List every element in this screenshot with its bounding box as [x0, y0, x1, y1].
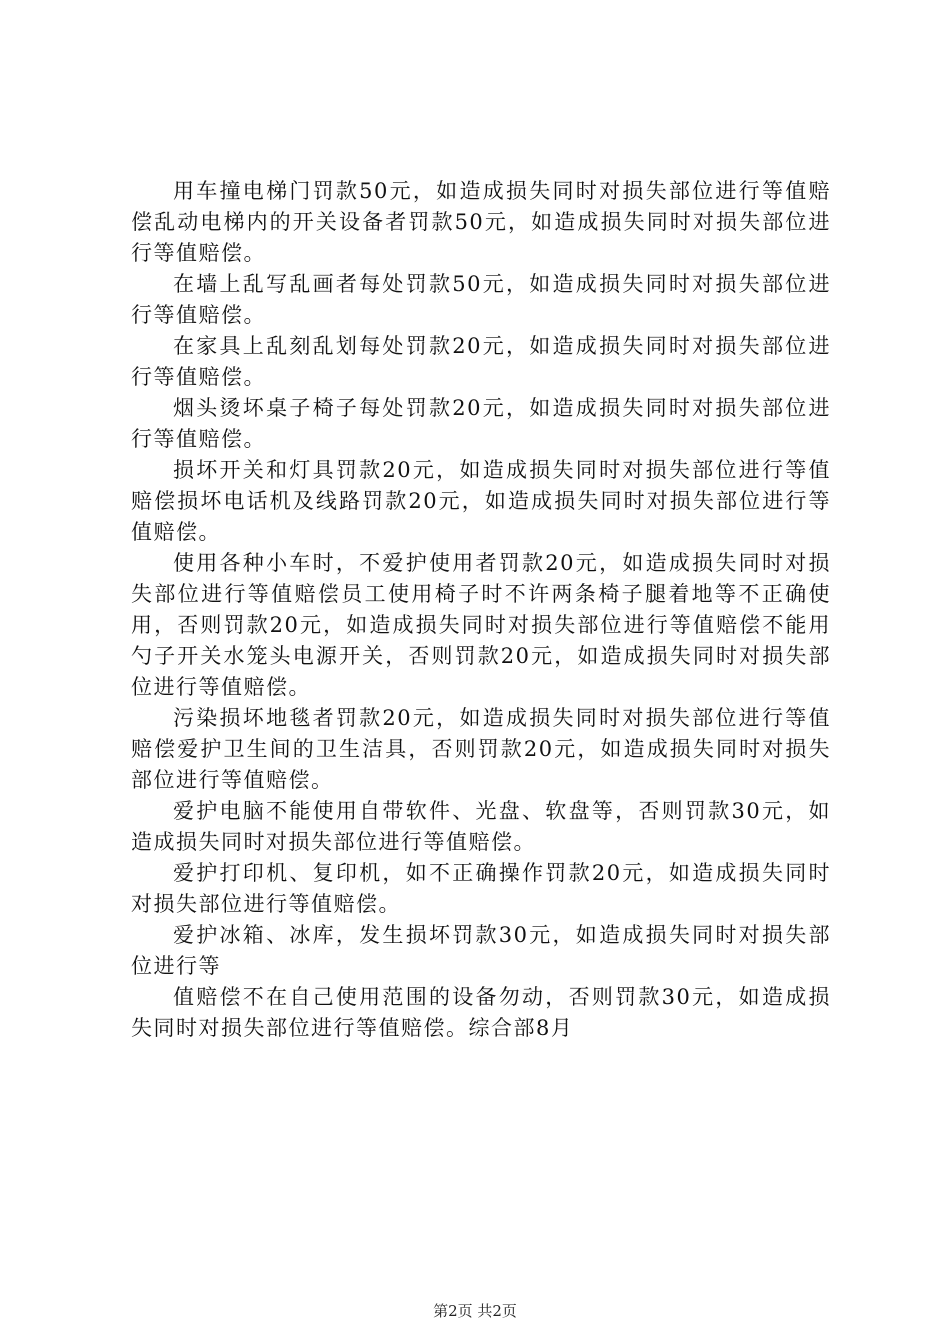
- paragraph: 爱护冰箱、冰库，发生损坏罚款30元，如造成损失同时对损失部位进行等: [131, 923, 831, 978]
- paragraph: 烟头烫坏桌子椅子每处罚款20元，如造成损失同时对损失部位进行等值赔偿。: [131, 396, 831, 451]
- paragraph: 损坏开关和灯具罚款20元，如造成损失同时对损失部位进行等值赔偿损坏电话机及线路罚款20元，如造成损失同时对损失部位进行等值赔偿。: [131, 458, 831, 544]
- paragraph: 用车撞电梯门罚款50元，如造成损失同时对损失部位进行等值赔偿乱动电梯内的开关设备者罚款50元，如造成损失同时对损失部位进行等值赔偿。: [131, 179, 831, 265]
- paragraph: 爱护电脑不能使用自带软件、光盘、软盘等，否则罚款30元，如造成损失同时对损失部位进行等值赔偿。: [131, 799, 831, 854]
- paragraph: 爱护打印机、复印机，如不正确操作罚款20元，如造成损失同时对损失部位进行等值赔偿。: [131, 861, 831, 916]
- paragraph: 值赔偿不在自己使用范围的设备勿动，否则罚款30元，如造成损失同时对损失部位进行等值赔偿。综合部8月: [131, 985, 831, 1040]
- paragraph: 污染损坏地毯者罚款20元，如造成损失同时对损失部位进行等值赔偿爱护卫生间的卫生洁具，否则罚款20元，如造成损失同时对损失部位进行等值赔偿。: [131, 706, 831, 792]
- paragraph: 在墙上乱写乱画者每处罚款50元，如造成损失同时对损失部位进行等值赔偿。: [131, 272, 831, 327]
- page-number-footer: 第2页 共2页: [433, 1302, 517, 1320]
- paragraph: 在家具上乱刻乱划每处罚款20元，如造成损失同时对损失部位进行等值赔偿。: [131, 334, 831, 389]
- paragraph: 使用各种小车时，不爱护使用者罚款20元，如造成损失同时对损失部位进行等值赔偿员工使用椅子时不许两条椅子腿着地等不正确使用，否则罚款20元，如造成损失同时对损失部位进行等值赔偿不能用勺子开关水笼头电源开关，否则罚款20元，如造成损失同时对损失部位进行等值赔偿。: [131, 551, 831, 699]
- document-body: [131, 176, 831, 1044]
